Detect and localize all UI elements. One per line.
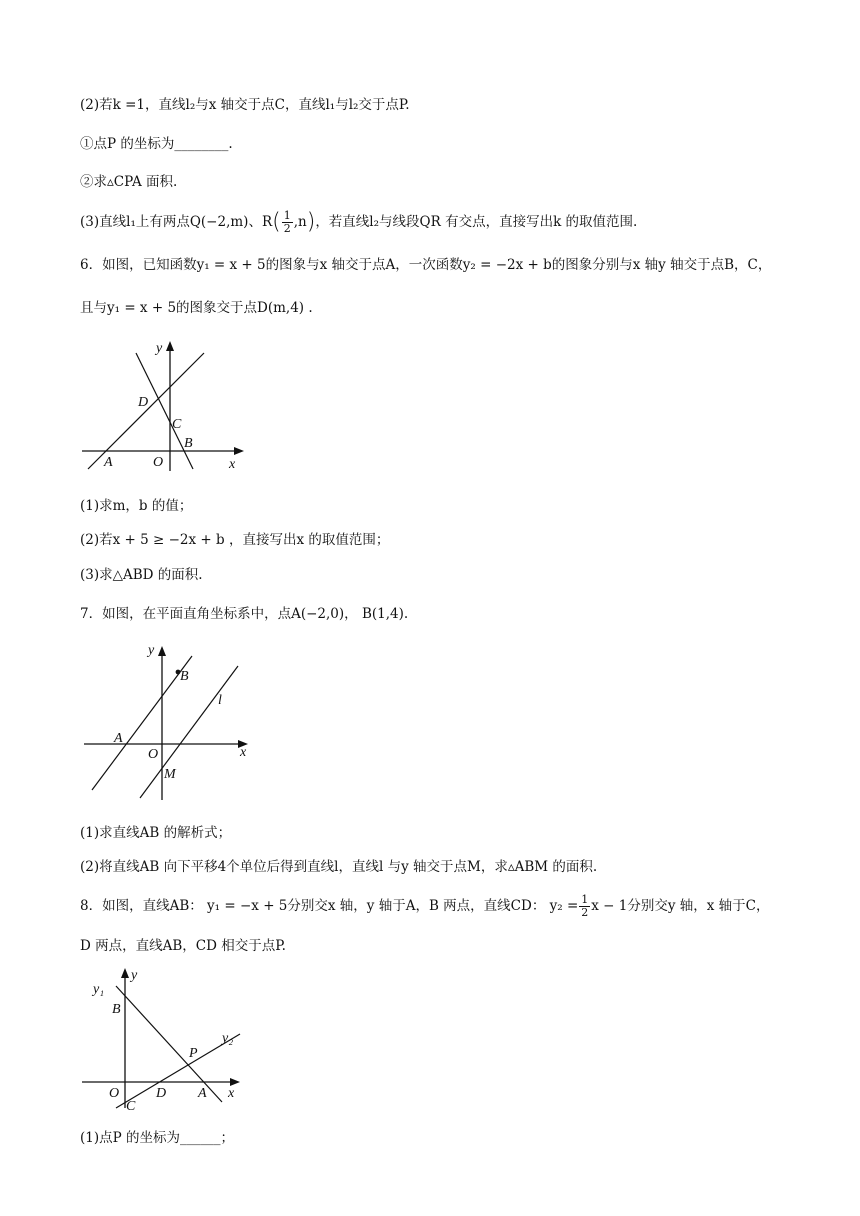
q7-figure <box>80 638 255 808</box>
y-axis-arrow-icon <box>166 341 174 351</box>
q5-part3-text-a: (3)直线l₁上有两点Q(−2,m)、R <box>80 214 273 230</box>
q5-part3-fraction <box>282 210 293 235</box>
q8-intro-text-a: 8．如图，直线AB： y₁ = −x + 5分别交x 轴，y 轴于A，B 两点，直线CD： y₂ = <box>80 898 579 914</box>
fraction-numerator: 1 <box>581 893 589 906</box>
q5-part3-text-b: ,n <box>293 214 307 230</box>
line-l <box>140 666 238 798</box>
q5-part3 <box>80 208 637 237</box>
label-B: B <box>184 436 193 451</box>
label-A: A <box>104 455 113 470</box>
label-A: A <box>114 731 123 746</box>
fraction-denominator: 2 <box>581 906 589 919</box>
label-B: B <box>112 1002 121 1017</box>
label-O: O <box>148 747 159 762</box>
q6-intro-line2: 且与y₁ = x + 5的图象交于点D(m,4) . <box>80 300 313 316</box>
label-M: M <box>164 767 176 782</box>
label-B: B <box>180 669 189 684</box>
label-O: O <box>109 1086 120 1101</box>
label-P: P <box>189 1046 198 1061</box>
q8-figure <box>80 962 255 1112</box>
q8-intro-text-b: x − 1分别交y 轴，x 轴于C， <box>591 898 770 914</box>
label-y1: y₁ <box>93 982 105 997</box>
q8-intro-line2: D 两点，直线AB，CD 相交于点P. <box>80 938 286 954</box>
label-A: A <box>198 1086 207 1101</box>
q6-part1: (1)求m，b 的值； <box>80 498 193 514</box>
label-O: O <box>153 455 164 470</box>
y-axis-arrow-icon <box>158 646 166 656</box>
q5-part2: (2)若k =1，直线l₂与x 轴交于点C，直线l₁与l₂交于点P. <box>80 97 410 113</box>
q6-part2: (2)若x + 5 ≥ −2x + b ，直接写出x 的取值范围； <box>80 532 390 548</box>
line-AB <box>116 986 222 1102</box>
label-x: x <box>229 457 236 472</box>
q6-intro-line1: 6．如图，已知函数y₁ = x + 5的图象与x 轴交于点A，一次函数y₂ = −2x + b的图象分别与x 轴y 轴交于点B，C， <box>80 257 772 273</box>
fraction-numerator: 1 <box>283 209 291 222</box>
paren-left: ( <box>272 209 281 235</box>
q6-figure <box>80 335 250 475</box>
x-axis-arrow-icon <box>230 1078 240 1086</box>
label-C: C <box>172 417 182 432</box>
q5-part3-text-c: ，若直线l₂与线段QR 有交点，直接写出k 的取值范围. <box>315 214 638 230</box>
q7-intro: 7．如图，在平面直角坐标系中，点A(−2,0)， B(1,4). <box>80 606 409 622</box>
label-y: y <box>148 643 155 658</box>
label-y: y <box>131 968 138 983</box>
paren-right: ) <box>306 209 316 235</box>
q8-intro-line1 <box>80 892 770 920</box>
label-x: x <box>240 745 247 760</box>
q8-part1: (1)点P 的坐标为______； <box>80 1130 234 1146</box>
label-C: C <box>126 1099 136 1112</box>
label-D: D <box>156 1086 167 1101</box>
label-y: y <box>156 341 163 356</box>
q5-part2-2: ②求▵CPA 面积. <box>80 174 178 190</box>
q7-part2: (2)将直线AB 向下平移4个单位后得到直线l，直线l 与y 轴交于点M，求▵ABM 的面积. <box>80 859 598 875</box>
fraction-denominator: 2 <box>283 222 291 235</box>
y-axis-arrow-icon <box>121 968 129 978</box>
label-D: D <box>138 395 149 410</box>
line-AB <box>92 656 192 790</box>
q7-part1: (1)求直线AB 的解析式； <box>80 825 232 841</box>
x-axis-arrow-icon <box>234 447 244 455</box>
label-l: l <box>218 693 222 708</box>
q8-fraction <box>579 894 590 919</box>
label-x: x <box>228 1086 235 1101</box>
q5-part2-1: ①点P 的坐标为________. <box>80 136 233 152</box>
q6-part3: (3)求△ABD 的面积. <box>80 567 203 583</box>
label-y2: y₂ <box>222 1031 234 1046</box>
